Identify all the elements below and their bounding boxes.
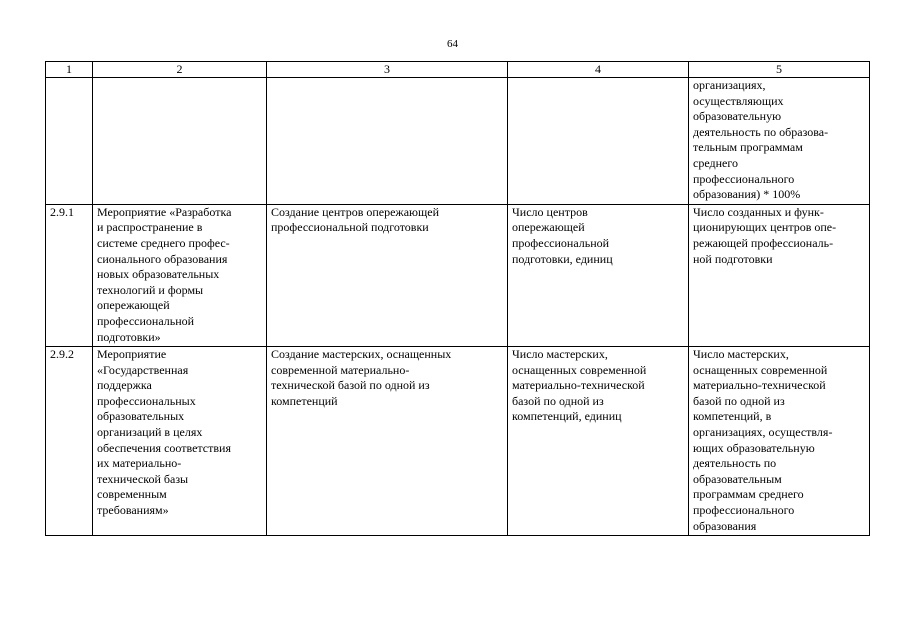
table-row: [46, 78, 870, 205]
measures-table: [45, 61, 870, 536]
event-cell: Мероприятие «Разработка и распространение в системе среднего профес- сионального образования новых образовательных технологий и формы опережающей профессиональной подготовки»: [93, 204, 267, 346]
row-number: 2.9.2: [46, 347, 93, 536]
formula-cell: Число созданных и функ- ционирующих центров опе- режающей профессиональ- ной подготовки: [689, 204, 870, 346]
event-cell: [93, 78, 267, 205]
indicator-cell: Число мастерских, оснащенных современной материально-технической базой по одной из компетенций, единиц: [508, 347, 689, 536]
formula-cell: организациях, осуществляющих образовательную деятельность по образова- тельным программам среднего профессионального образования) * 100%: [689, 78, 870, 205]
column-header-2: 2: [93, 62, 267, 78]
indicator-cell: Число центров опережающей профессиональной подготовки, единиц: [508, 204, 689, 346]
column-header-5: 5: [689, 62, 870, 78]
table-row: [46, 347, 870, 536]
column-header-3: 3: [267, 62, 508, 78]
column-header-1: 1: [46, 62, 93, 78]
row-number: 2.9.1: [46, 204, 93, 346]
result-cell: Создание центров опережающей профессиональной подготовки: [267, 204, 508, 346]
result-cell: Создание мастерских, оснащенных современной материально- технической базой по одной из компетенций: [267, 347, 508, 536]
table-row: [46, 204, 870, 346]
page-number: 64: [447, 38, 458, 50]
indicator-cell: [508, 78, 689, 205]
row-number: [46, 78, 93, 205]
table-header-row: [46, 62, 870, 78]
event-cell: Мероприятие «Государственная поддержка профессиональных образовательных организаций в целях обеспечения соответствия их материально- технической базы современным требованиям»: [93, 347, 267, 536]
column-header-4: 4: [508, 62, 689, 78]
result-cell: [267, 78, 508, 205]
formula-cell: Число мастерских, оснащенных современной материально-технической базой по одной из компетенций, в организациях, осуществля- ющих образовательную деятельность по образовательным программам среднего профессионального образования: [689, 347, 870, 536]
